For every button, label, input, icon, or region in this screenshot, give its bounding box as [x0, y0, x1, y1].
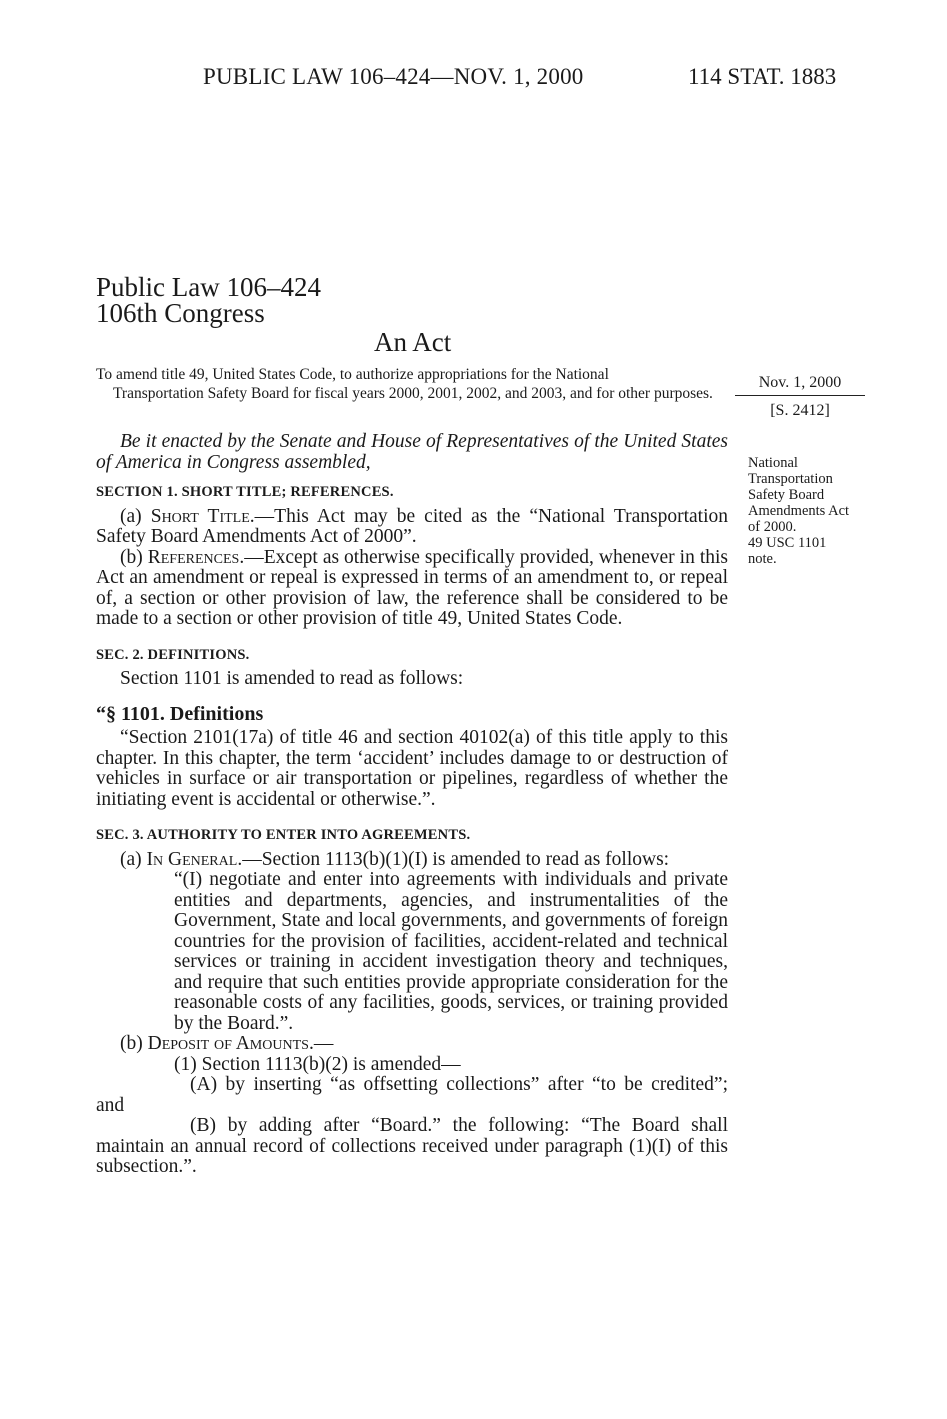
subsection-text: .—: [308, 1033, 334, 1054]
section-3-a: [96, 850, 728, 871]
running-header-page: 114 STAT. 1883: [688, 64, 837, 89]
margin-note-line: 49 USC 1101: [748, 535, 827, 551]
subsection-label: (b): [120, 1033, 148, 1054]
enacting-clause: Be it enacted by the Senate and House of Representatives of the United States of America in Congress assembled,: [96, 431, 728, 473]
purpose-line-1: To amend title 49, United States Code, to authorize appropriations for the National: [96, 366, 609, 383]
congress-number: 106th Congress: [96, 298, 265, 328]
subsection-caption: Short Title: [150, 505, 250, 527]
margin-note-line: National: [748, 455, 798, 471]
running-header-left: PUBLIC LAW 106–424—NOV. 1, 2000: [203, 64, 584, 89]
paragraph-1: (1) Section 1113(b)(2) is amended—: [174, 1053, 461, 1075]
public-law-number: Public Law 106–424: [96, 272, 321, 302]
subsection-label: (a): [120, 848, 147, 870]
subparagraph-b: (B) by adding after “Board.” the following: “The Board shall maintain an annual record of collections received under paragraph (1)(I) of this subsection.”.: [96, 1115, 728, 1177]
section-3-b: [96, 1034, 728, 1055]
subsection-label: (a): [120, 505, 151, 527]
section-2-heading: SEC. 2. DEFINITIONS.: [96, 646, 250, 663]
section-1-heading: SECTION 1. SHORT TITLE; REFERENCES.: [96, 484, 394, 500]
subsection-caption: In General: [146, 848, 238, 870]
subsection-caption: References: [147, 546, 240, 568]
subsection-label: (b): [120, 546, 148, 568]
section-1-b: [96, 548, 728, 630]
margin-note-line: Transportation: [748, 471, 833, 487]
section-3-heading: SEC. 3. AUTHORITY TO ENTER INTO AGREEMENTS.: [96, 827, 471, 843]
section-1-a: [96, 507, 728, 548]
margin-note-line: of 2000.: [748, 519, 797, 535]
margin-note-line: note.: [748, 551, 777, 567]
purpose-continuation: Transportation Safety Board for fiscal years 2000, 2001, 2002, and 2003, and for other purposes.: [113, 385, 713, 402]
definitions-heading: “§ 1101. Definitions: [96, 702, 264, 725]
definitions-text: “Section 2101(17a) of title 46 and section 40102(a) of this title apply to this chapter. In this chapter, the term ‘accident’ includes damage to or destruction of vehicles in surface or air transportation or pipelines, regardless of whether the initiating event is accidental or otherwise.”.: [96, 727, 728, 810]
subsection-text: .—This Act may be cited as the “National Transportation Safety Board Amendments Act of 2000”.: [96, 505, 728, 547]
subparagraph-a: (A) by inserting “as offsetting collections” after “to be credited”; and: [96, 1074, 728, 1116]
quoted-provision: “(I) negotiate and enter into agreements with individuals and private entities and departments, agencies, and instrumentalities of the Government, State and local governments, and governments of foreign countries for the provision of facilities, accident-related and technical services or training in accident investigation theory and techniques, and require that such entities provide appropriate consideration for the reasonable costs of any facilities, goods, services, or training provided by the Board.”.: [174, 869, 728, 1034]
purpose-clause: [96, 365, 728, 403]
section-2-intro: Section 1101 is amended to read as follows:: [120, 668, 464, 689]
margin-note: [748, 455, 878, 567]
date-rule: [735, 395, 865, 396]
act-body: [96, 432, 728, 1178]
bill-number: [S. 2412]: [770, 402, 830, 419]
enactment-date: Nov. 1, 2000: [758, 374, 842, 391]
subsection-text: .—Section 1113(b)(1)(I) is amended to read as follows:: [237, 848, 670, 870]
margin-note-line: Safety Board: [748, 487, 825, 503]
subsection-text: .—Except as otherwise specifically provided, whenever in this Act an amendment or repeal is expressed in terms of an amendment to, or repeal of, a section or other provision of law, the reference shall be considered to be made to a section or other provision of title 49, United States Code.: [96, 546, 728, 629]
an-act-title: An Act: [374, 327, 452, 357]
margin-note-line: Amendments Act: [748, 503, 850, 519]
subsection-caption: Deposit of Amounts: [147, 1033, 309, 1054]
